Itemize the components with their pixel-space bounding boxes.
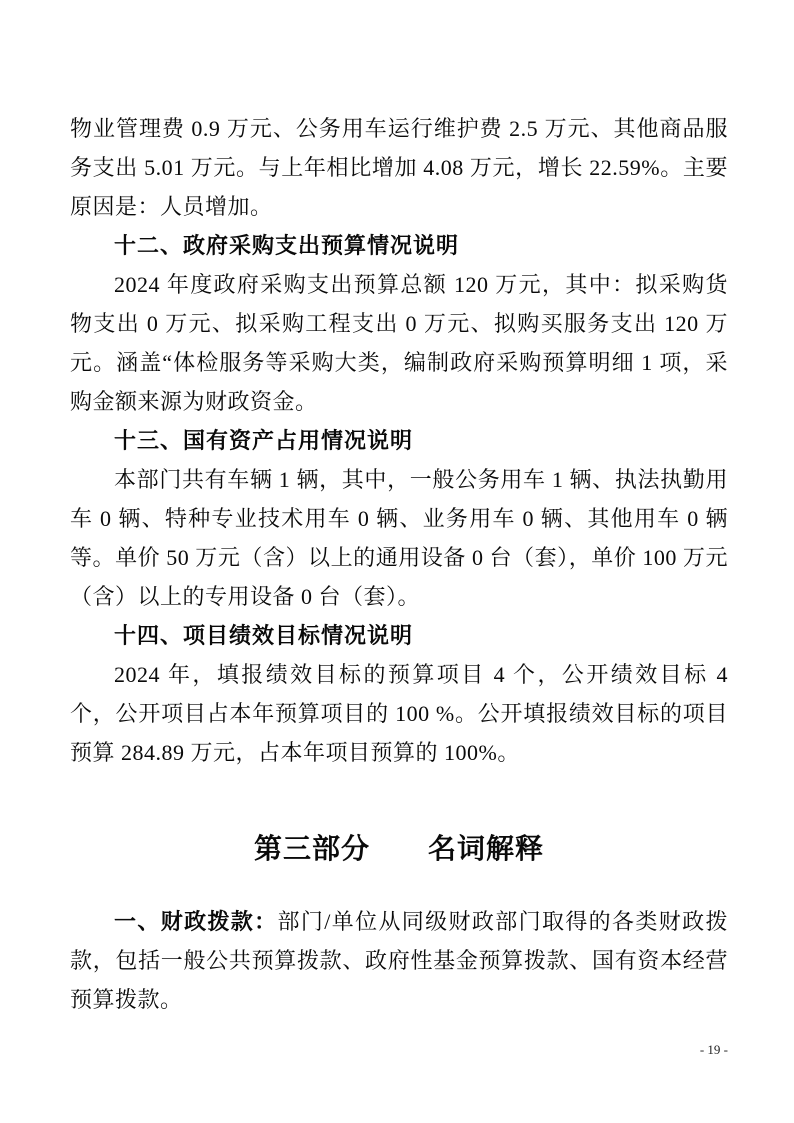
document-body (70, 109, 728, 1019)
body-paragraph: 2024 年度政府采购支出预算总额 120 万元，其中：拟采购货物支出 0 万元、拟采购工程支出 0 万元、拟购买服务支出 120 万元。涵盖“体检服务等采购大类，编制政府采购预算明细 1 项，采购金额来源为财政资金。 (70, 272, 728, 414)
section-heading: 十四、项目绩效目标情况说明 (114, 623, 414, 648)
body-paragraph: 物业管理费 0.9 万元、公务用车运行维护费 2.5 万元、其他商品服务支出 5.01 万元。与上年相比增加 4.08 万元，增长 22.59%。主要原因是：人员增加。 (70, 116, 728, 219)
definition-text: 部门/单位从同级财政部门取得的各类财政拨款，包括一般公共预算拨款、政府性基金预算拨款、国有资本经营预算拨款。 (70, 909, 728, 1012)
section-heading: 十二、政府采购支出预算情况说明 (114, 233, 460, 258)
page-number: - 19 - (699, 1042, 728, 1057)
body-paragraph: 2024 年，填报绩效目标的预算项目 4 个，公开绩效目标 4 个，公开项目占本年预算项目的 100 %。公开填报绩效目标的项目预算 284.89 万元，占本年项目预算的 100%。 (70, 662, 728, 765)
body-paragraph: 本部门共有车辆 1 辆，其中，一般公务用车 1 辆、执法执勤用车 0 辆、特种专业技术用车 0 辆、业务用车 0 辆、其他用车 0 辆等。单价 50 万元（含）以上的通用设备 0 台（套），单价 100 万元（含）以上的专用设备 0 台（套）。 (70, 467, 728, 609)
definition-term: 一、财政拨款： (114, 909, 278, 934)
part-heading: 第三部分 名词解释 (253, 834, 544, 865)
section-heading: 十三、国有资产占用情况说明 (114, 428, 414, 453)
definition-paragraph (70, 902, 728, 1019)
